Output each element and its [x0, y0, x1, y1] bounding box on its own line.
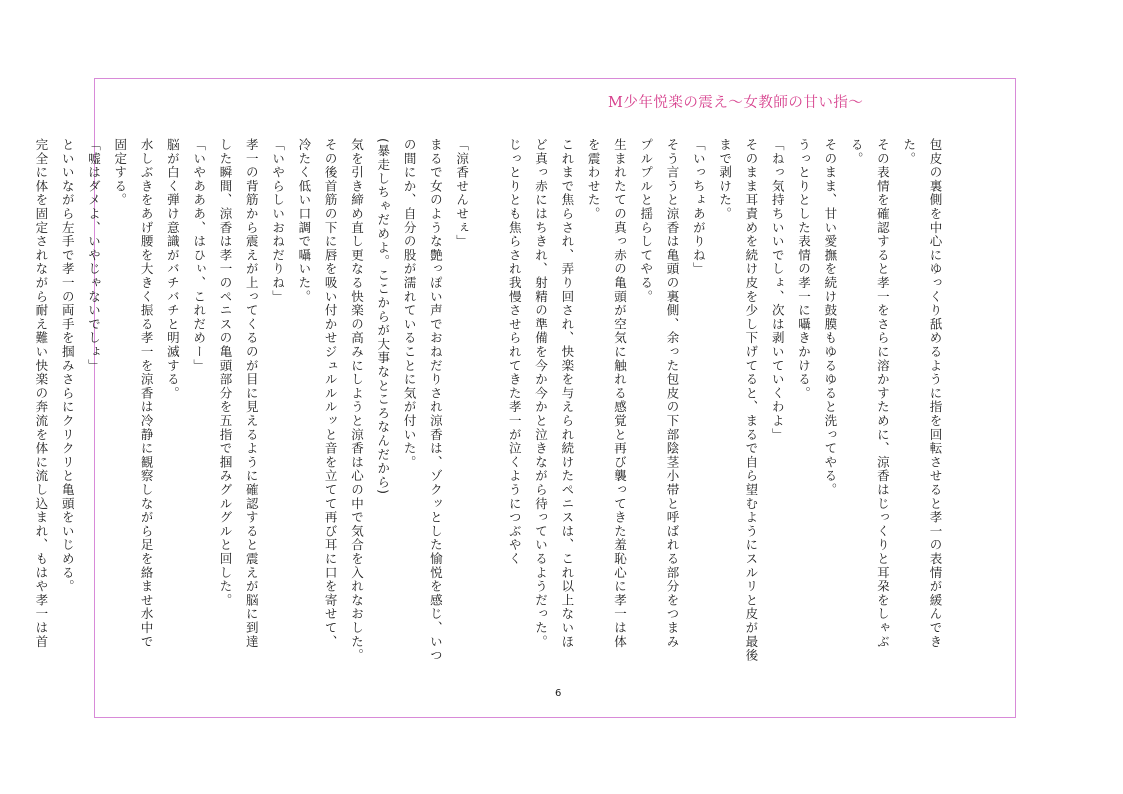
text-line: まで剥けた。 — [717, 138, 733, 221]
text-line: 「いやらしいおねだりね」 — [270, 138, 286, 304]
text-line: 「ねっ気持ちいいでしょ、次は剥いていくわよ」 — [770, 138, 786, 442]
text-line: 孝一の背筋から震えが上ってくるのが目に見えるように確認すると震えが脳に到達 — [244, 138, 260, 649]
text-line: た。 — [901, 138, 917, 166]
text-line: の間にか、自分の股が濡れていることに気が付いた。 — [402, 138, 418, 470]
page-number: 6 — [555, 688, 562, 699]
text-line: 完全に体を固定されながら耐え難い快楽の奔流を体に流し込まれ、もはや孝一は首 — [33, 138, 49, 649]
text-line: 包皮の裏側を中心にゆっくり舐めるように指を回転させると孝一の表情が緩んでき — [928, 138, 943, 649]
text-line: その後首筋の下に唇を吸い付かせジュルルルッと音を立てて再び耳に口を寄せて、 — [323, 138, 339, 649]
body-text — [33, 138, 948, 668]
text-line: まるで女のような艶っぽい声でおねだりされ涼香は、ゾクッとした愉悦を感じ、いつ — [428, 138, 444, 663]
blank-line — [475, 138, 501, 668]
text-line: じっとりとも焦らされ我慢させられてきた孝一が泣くようにつぶやく — [507, 138, 523, 566]
text-line: そのまま、甘い愛撫を続け鼓膜もゆるゆると洗ってやる。 — [822, 138, 838, 497]
running-header: M少年悦楽の震え～女教師の甘い指～ — [608, 95, 864, 111]
text-line: 「嘘はダメよ、いやじゃないでしょ」 — [86, 138, 102, 373]
text-line: 「いっちょあがりね」 — [691, 138, 707, 276]
text-line: を震わせた。 — [586, 138, 602, 221]
text-line: その表情を確認すると孝一をさらに溶かすために、涼香はじっくりと耳朶をしゃぶ — [875, 138, 891, 649]
text-line: 気を引き締め直し更なる快楽の高みにしようと涼香は心の中で気合を入れなおした。 — [349, 138, 365, 663]
text-line: 冷たく低い口調で囁いた。 — [296, 138, 312, 304]
text-line: (暴走しちゃだめよ。ここからが大事なところなんだから) — [375, 138, 391, 496]
text-line: ど真っ赤にはちきれ、射精の準備を今か今かと泣きながら待っているようだった。 — [533, 138, 549, 649]
text-line: そのまま耳責めを続け皮を少し下げてると、まるで自ら望むようにスルリと皮が最後 — [743, 138, 759, 663]
text-line: 「いやあああ、はひぃ、これだめー」 — [191, 138, 207, 373]
text-line: プルプルと揺らしてやる。 — [638, 138, 654, 304]
text-line: した瞬間、涼香は孝一のペニスの亀頭部分を五指で掴みグルグルと回した。 — [217, 138, 233, 608]
text-line: る。 — [849, 138, 865, 166]
text-line: 水しぶきをあげ腰を大きく振る孝一を涼香は冷静に観察しながら足を絡ませ水中で — [139, 138, 155, 649]
text-line: これまで焦らされ、弄り回され、快楽を与えられ続けたペニスは、これ以上ないほ — [559, 138, 575, 649]
text-line: 「涼香せんせぇ」 — [454, 138, 470, 249]
text-line: といいながら左手で孝一の両手を掴みさらにクリクリと亀頭をいじめる。 — [60, 138, 76, 594]
text-line: 固定する。 — [112, 138, 128, 207]
text-line: 脳が白く弾け意識がバチバチと明滅する。 — [165, 138, 181, 401]
text-line: そう言うと涼香は亀頭の裏側、余った包皮の下部陰茎小帯と呼ばれる部分をつまみ — [665, 138, 681, 649]
text-line: 生まれたての真っ赤の亀頭が空気に触れる感覚と再び襲ってきた羞恥心に孝一は体 — [612, 138, 628, 649]
text-line: うっとりとした表情の孝一に囁きかける。 — [796, 138, 812, 401]
